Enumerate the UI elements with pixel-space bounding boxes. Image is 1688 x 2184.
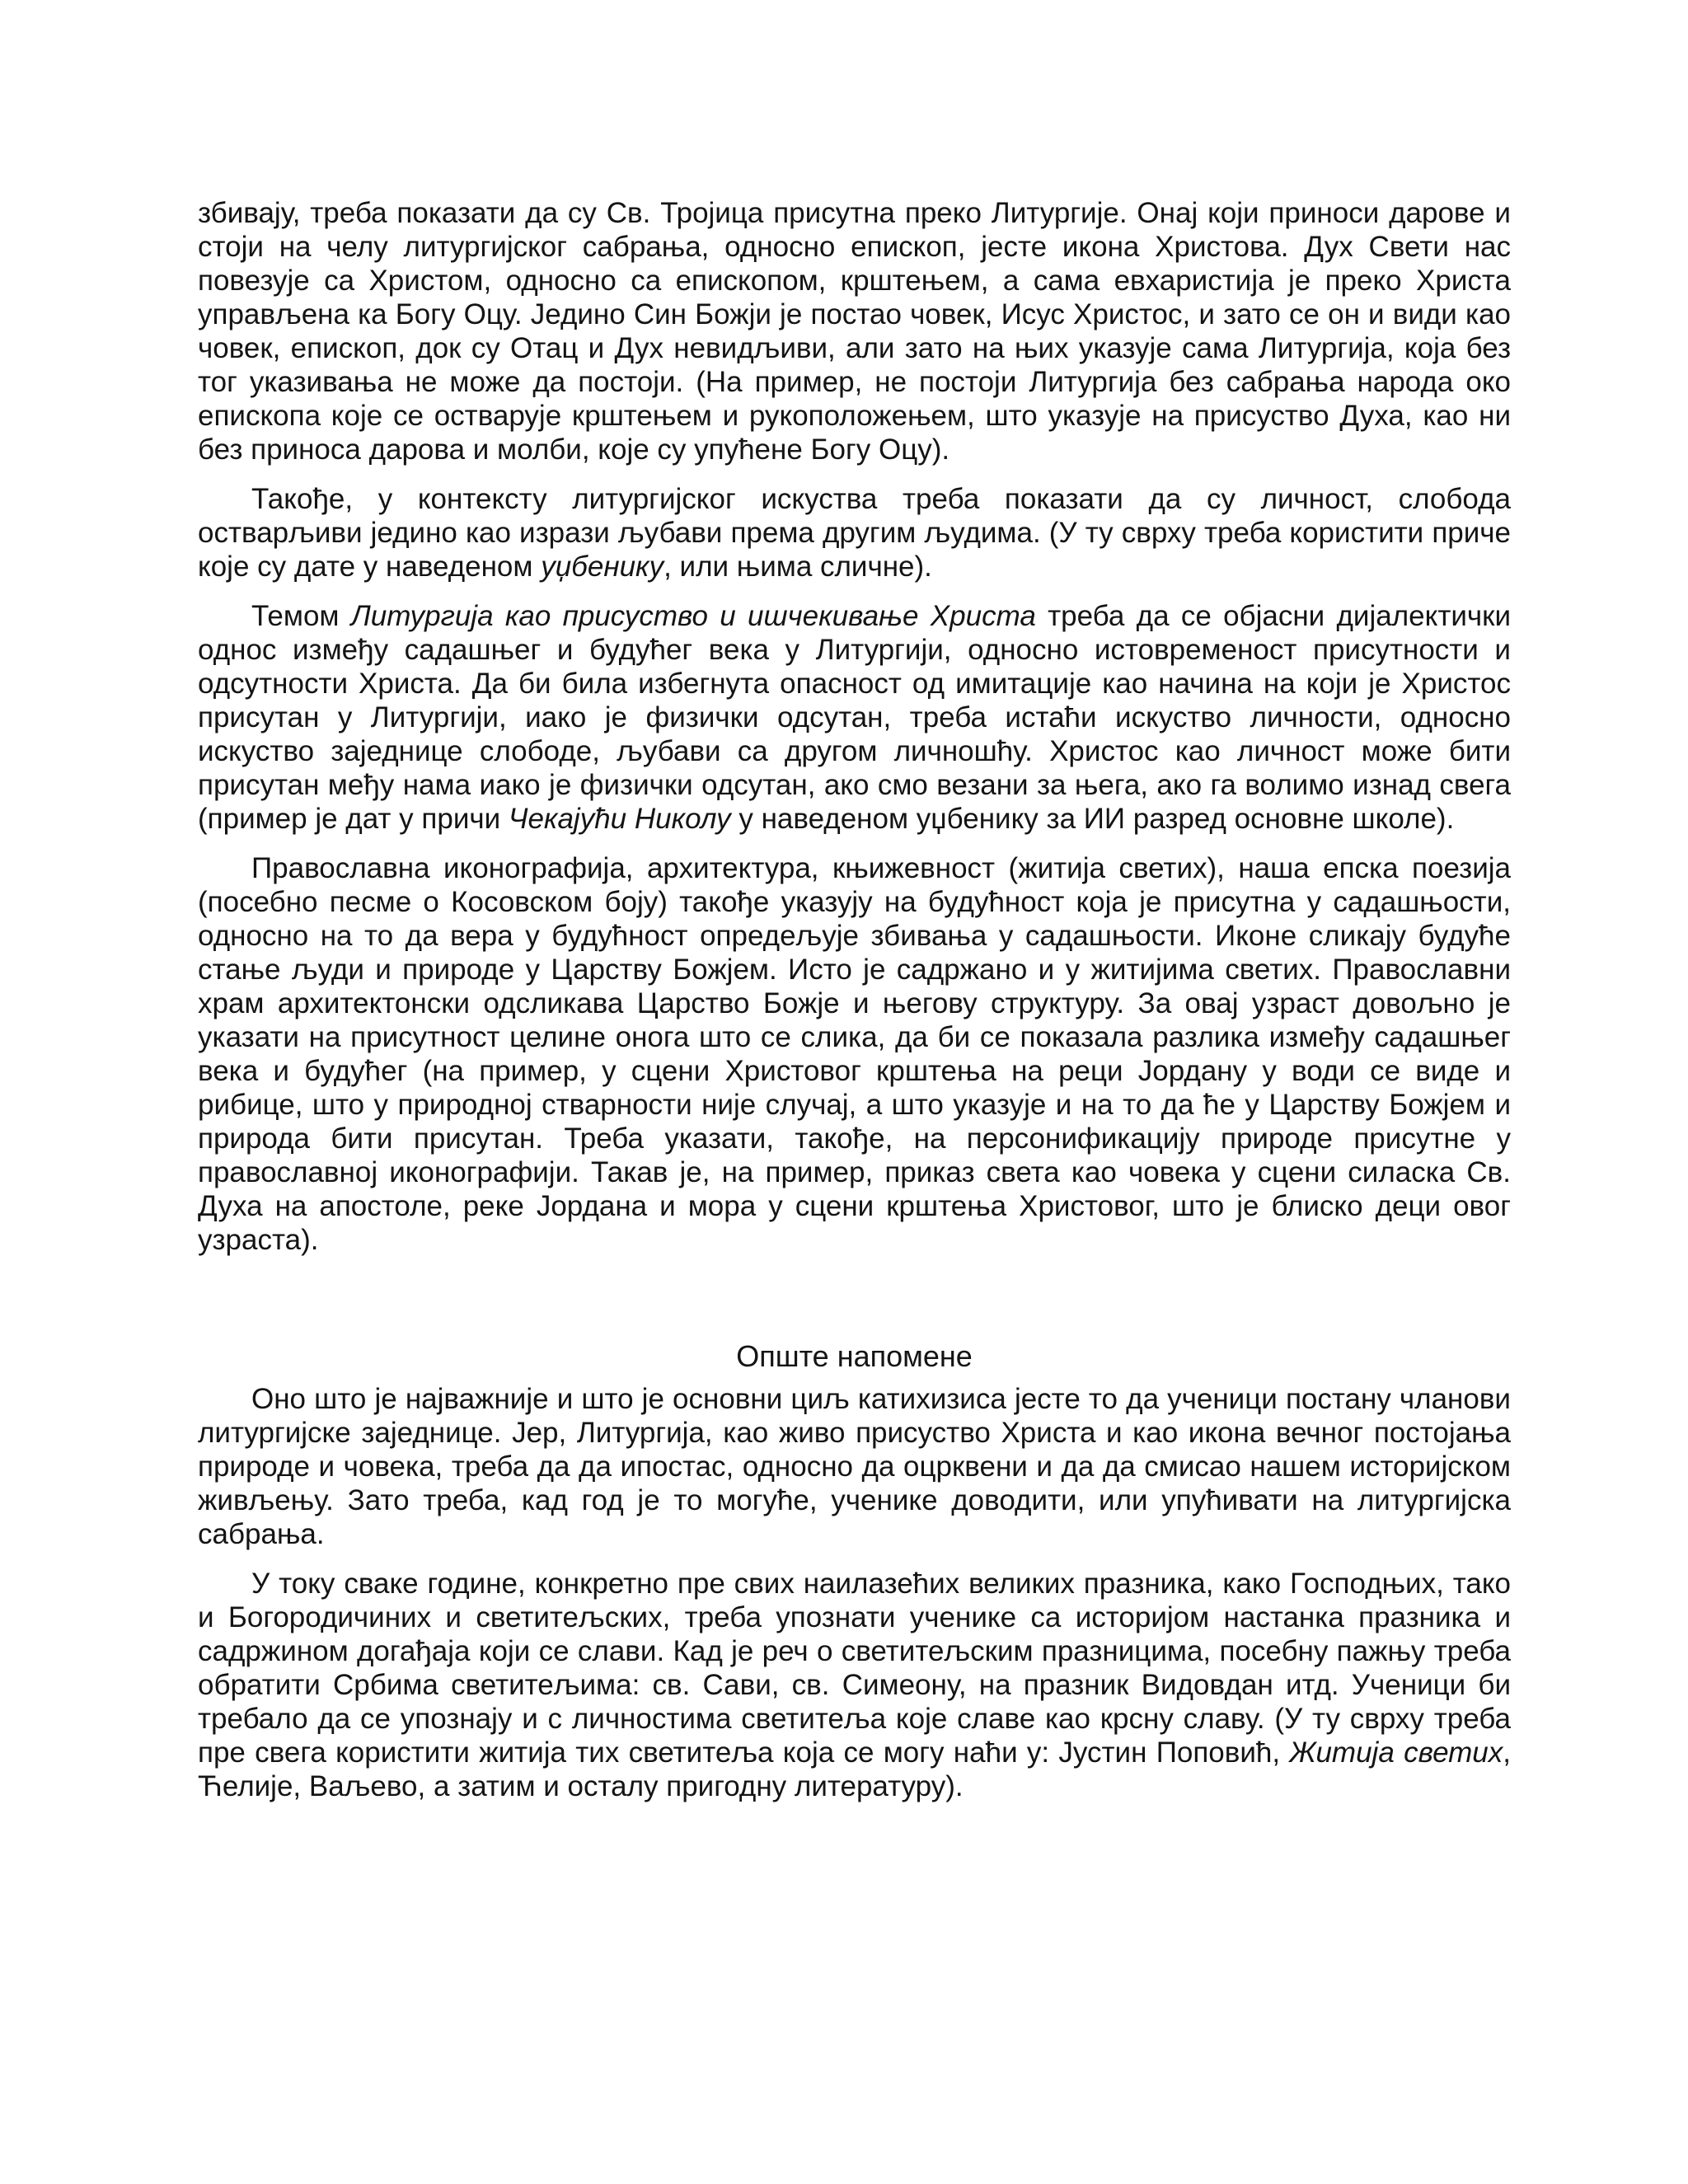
text-run: У току сваке године, конкретно пре свих наилазећих великих празника, како Господњих, тако и Богородичиних и светитељских, треба упознати ученике са историјом настанка празника и садржином догађаја који се слави. Кад је реч о светитељским празницима, посебну пажњу треба обратити Србима светитељима: св. Сави, св. Симеону, на празник Видовдан итд. Ученици би требало да се упознају и с личностима светитеља које славе као крсну славу. (У ту сврху треба пре свега користити житија тих светитеља која се могу наћи у: Јустин Поповић, [198,1568,1511,1769]
paragraph-liturgy-presence [198,599,1511,836]
section-heading: Опште напомене [736,1339,973,1373]
paragraph-catechesis-goal: Оно што је најважније и што је основни циљ катихизиса јесте то да ученици постану чланови литургијске заједнице. Јер, Литургија, као живо присуство Христа и као икона вечног постојања природе и човека, треба да да ипостас, односно да оцрквени и да да смисао нашем историјском живљењу. Зато треба, кад год је то могуће, ученике доводити, или упућивати на литургијска сабрања. [198,1383,1511,1550]
text-run: Темом [251,600,351,632]
paragraph-feasts [198,1567,1511,1803]
italic-textbook-ref: уџбенику [541,551,664,583]
italic-story-title: Чекајући Николу [508,803,731,835]
paragraph-freedom-love [198,482,1511,583]
text-run: Такође, у контексту литургијског искуства треба показати да су личност, слобода остварљиви једино као изрази љубави према другим људима. (У ту сврху треба користити приче које су дате у наведеном [198,483,1511,583]
italic-topic-title: Литургија као присуство и ишчекивање Христа [350,600,1036,632]
text-run: , Ћелије, Ваљево, а затим и осталу пригодну литературу). [198,1736,1512,1802]
italic-book-title: Житија светих [1289,1736,1503,1769]
paragraph-iconography: Православна иконографија, архитектура, књижевност (житија светих), наша епска поезија (посебно песме о Косовском боју) такође указују на будућност која је присутна у садашњости, односно на то да вера у будућност опредељује збивања у садашњости. Иконе сликају будуће стање људи и природе у Царству Божјем. Исто је садржано и у житијима светих. Православни храм архитектонски одсликава Царство Божје и његову структуру. За овај узраст довољно је указати на присутност целине онога што се слика, да би се показала разлика између садашњег века и будућег (на пример, у сцени Христовог крштења на реци Јордану у води се виде и рибице, што у природној стварности није случај, а што указује и на то да ће у Царству Божјем и природа бити присутан. Треба указати, такође, на персонификацију природе присутне у православној иконографији. Такав је, на пример, приказ света као човека у сцени силаска Св. Духа на апостоле, реке Јордана и мора у сцени крштења Христовог, што је блиско деци овог узраста). [198,852,1511,1256]
document-page [198,196,1511,1819]
text-run: у наведеном уџбенику за ИИ разред основне школе). [730,803,1455,835]
text-run: треба да се објасни дијалектички однос између садашњег и будућег века у Литургији, односно истовременост присутности и одсутности Христа. Да би била избегнута опасност од имитације као начина на који је Христос присутан у Литургији, иако је физички одсутан, треба истаћи искуство личности, односно искуство заједнице слободе, љубави са другом личношћу. Христос као личност може бити присутан међу нама иако је физички одсутан, ако смо везани за њега, ако га волимо изнад свега (пример је дат у причи [198,600,1511,835]
paragraph-trinity-in-liturgy: збивају, треба показати да су Св. Тројица присутна преко Литургије. Онај који приноси дарове и стоји на челу литургијског сабрања, односно епископ, јесте икона Христова. Дух Свети нас повезује са Христом, односно са епископом, крштењем, а сама евхаристија је преко Христа управљена ка Богу Оцу. Једино Син Божји је постао човек, Исус Христос, и зато се он и види као човек, епископ, док су Отац и Дух невидљиви, али зато на њих указује сама Литургија, која без тог указивања не може да постоји. (На пример, не постоји Литургија без сабрања народа око епископа које се остварује крштењем и рукоположењем, што указује на присуство Духа, као ни без приноса дарова и молби, које су упућене Богу Оцу). [198,197,1511,466]
text-run: , или њима сличне). [663,551,932,583]
